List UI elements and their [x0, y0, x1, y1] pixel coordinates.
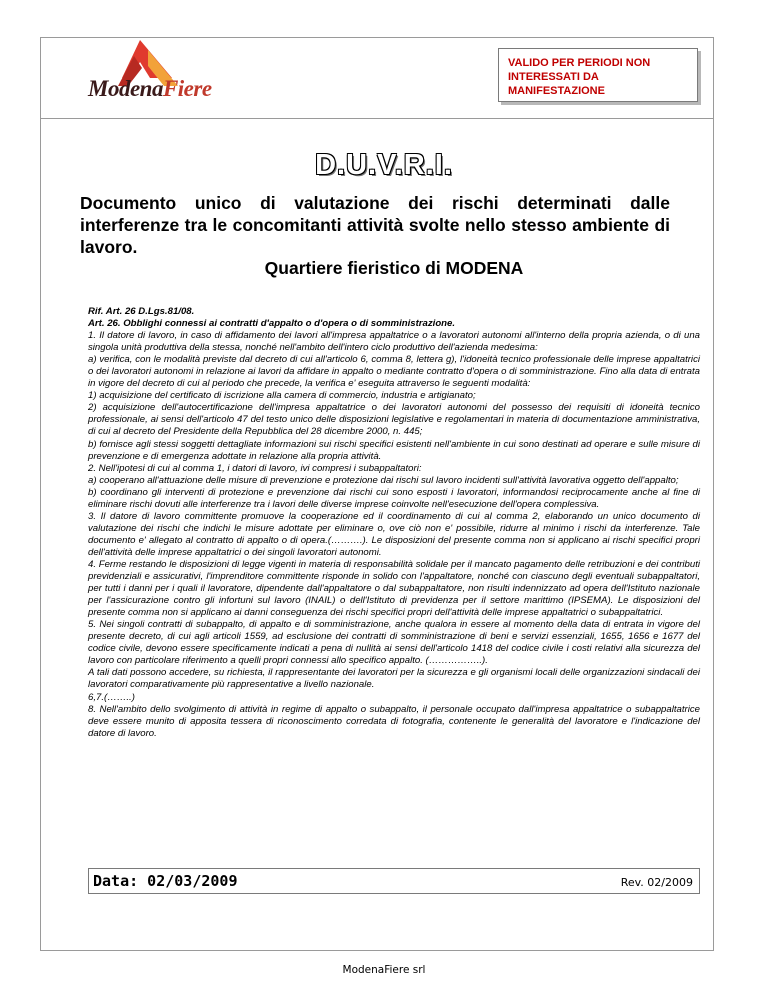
revision-label: Rev. 02/2009 — [620, 876, 693, 889]
article-body — [88, 306, 700, 740]
paragraph: a) cooperano all'attuazione delle misure di prevenzione e protezione dai rischi sul lavoro incidenti sull'attività lavorativa oggetto dell'appalto; — [88, 474, 679, 486]
legal-reference: Rif. Art. 26 D.Lgs.81/08. — [88, 306, 195, 317]
paragraph: b) fornisce agli stessi soggetti dettagliate informazioni sui rischi specifici esistenti nell'ambiente in cui sono destinati ad operare e sulle misure di prevenzione e di emergenza adottate in relazione alla propria attività. — [88, 438, 700, 462]
document-location: Quartiere fieristico di MODENA — [264, 258, 524, 278]
validity-notice: VALIDO PER PERIODI NON INTERESSATI DA MANIFESTAZIONE — [498, 48, 698, 102]
footer-company: ModenaFiere srl — [342, 964, 426, 976]
paragraph: 3. Il datore di lavoro committente promuove la cooperazione ed il coordinamento di cui al comma 2, elaborando un unico documento di valutazione dei rischi che indichi le misure adottate per eliminare o, ove ciò non e' possibile, ridurre al minimo i rischi da interferenze. Tale documento e' allegato al contratto di appalto o di opera.(……….). Le disposizioni del presente comma non si applicano ai rischi specifici propri dell'attività delle imprese appaltatrici o dei singoli lavoratori autonomi. — [88, 510, 700, 558]
modenafiere-logo — [88, 38, 258, 100]
paragraph: 6,7.(……..) — [88, 691, 135, 703]
paragraph: A tali dati possono accedere, su richiesta, il rappresentante dei lavoratori per la sicurezza e gli organismi locali delle organizzazioni sindacali dei lavoratori comparativamente più rappresentative a livello nazionale. — [88, 667, 700, 691]
date-revision-box — [88, 868, 700, 894]
paragraph: 2) acquisizione dell'autocertificazione dell'impresa appaltatrice o dei lavoratori autonomi del possesso dei requisiti di idoneità tecnico professionale, ai sensi dell'articolo 47 del testo unico delle disposizioni legislative e regolamentari in materia di documentazione amministrativa, di cui al decreto del Presidente della Repubblica del 28 dicembre 2000, n. 445; — [88, 402, 700, 438]
document-title: D.U.V.R.I. — [315, 149, 453, 181]
paragraph: a) verifica, con le modalità previste dal decreto di cui all'articolo 6, comma 8, lettera g), l'idoneità tecnico professionale delle imprese appaltatrici o dei lavoratori autonomi in relazione ai lavori da affidare in appalto o mediante contratto d'opera o di somministrazione. Fino alla data di entrata in vigore del decreto di cui al periodo che precede, la verifica e' eseguita attraverso le seguenti modalità: — [88, 354, 700, 390]
article-heading: Art. 26. Obblighi connessi ai contratti d'appalto o d'opera o di somministrazione. — [88, 318, 456, 330]
paragraph: 1. Il datore di lavoro, in caso di affidamento dei lavori all'impresa appaltatrice o a lavoratori autonomi all'interno della propria azienda, o di una singola unità produttiva della stessa, nonché nell'ambito dell'intero ciclo produttivo dell'azienda medesima: — [88, 330, 700, 354]
document-date: Data: 02/03/2009 — [93, 872, 238, 890]
paragraph: 5. Nei singoli contratti di subappalto, di appalto e di somministrazione, anche qualora in essere al momento della data di entrata in vigore del presente decreto, di cui agli articoli 1559, ad esclusione dei contratti di somministrazione di beni e servizi essenziali, 1655, 1656 e 1677 del codice civile, devono essere specificamente indicati a pena di nullità ai sensi dell'articolo 1418 del codice civile i costi relativi alla sicurezza del lavoro con particolare riferimento a quelli propri connessi allo specifico appalto. (……………..). — [88, 619, 700, 667]
logo-text: ModenaFiere — [88, 76, 212, 101]
document-subtitle: Documento unico di valutazione dei rischi determinati dalle interferenze tra le concomitanti attività svolte nello stesso ambiente di lavoro. — [80, 193, 670, 257]
paragraph: 1) acquisizione del certificato di iscrizione alla camera di commercio, industria e artigianato; — [88, 390, 476, 402]
header-divider — [40, 118, 714, 119]
paragraph: 4. Ferme restando le disposizioni di legge vigenti in materia di responsabilità solidale per il mancato pagamento delle retribuzioni e dei contributi previdenziali e assicurativi, l'imprenditore committente risponde in solido con l'appaltatore, nonché con ciascuno degli eventuali subappaltatori, per tutti i danni per i quali il lavoratore, dipendente dall'appaltatore o dal subappaltatore, non risulti indennizzato ad opera dell'Istituto nazionale per l'assicurazione contro gli infortuni sul lavoro (INAIL) o dell'Istituto di previdenza per il settore marittimo (IPSEMA). Le disposizioni del presente comma non si applicano ai danni conseguenza dei rischi specifici propri dell'attività delle imprese appaltatrici o subappaltatrici. — [88, 558, 700, 619]
paragraph: b) coordinano gli interventi di protezione e prevenzione dai rischi cui sono esposti i lavoratori, informandosi reciprocamente anche al fine di eliminare rischi dovuti alle interferenze tra i lavori delle diverse imprese coinvolte nell'esecuzione dell'opera complessiva. — [88, 486, 700, 510]
paragraph: 8. Nell'ambito dello svolgimento di attività in regime di appalto o subappalto, il personale occupato dall'impresa appaltatrice o subappaltatrice deve essere munito di apposita tessera di riconoscimento corredata di fotografia, contenente le generalità del lavoratore e l'indicazione del datore di lavoro. — [88, 703, 700, 739]
paragraph: 2. Nell'ipotesi di cui al comma 1, i datori di lavoro, ivi compresi i subappaltatori: — [88, 462, 422, 474]
